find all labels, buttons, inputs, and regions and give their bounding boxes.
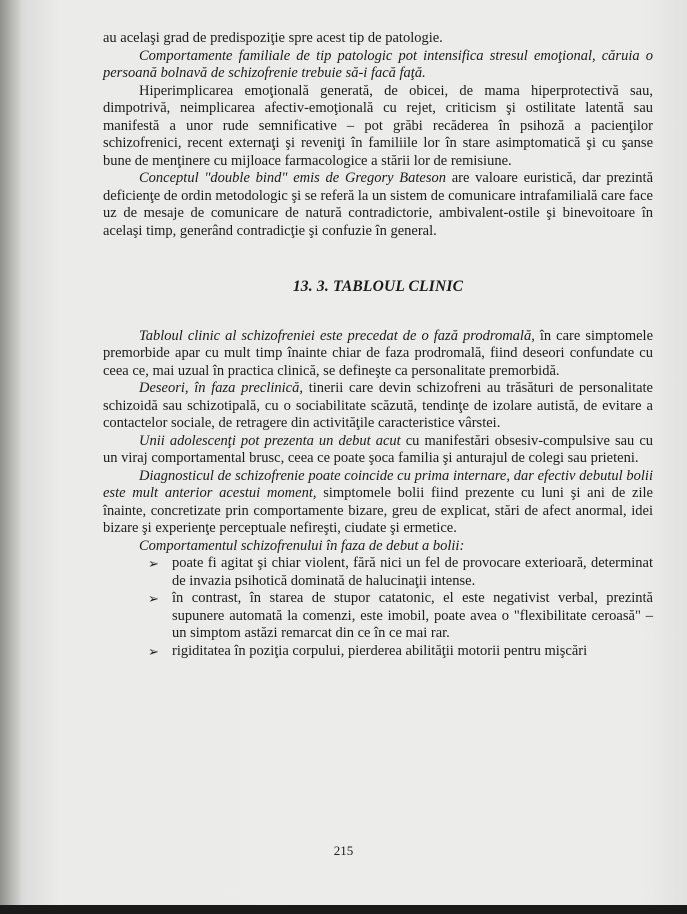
bullet-text: în contrast, în starea de stupor catatonic, el este negativist verbal, prezintă supunere automată la comenzi, este imobil, poate avea o "flexibilitate ceroasă" – un simptom astăzi remarcat din ce în ce mai rar.	[172, 590, 653, 641]
text: Hiperimplicarea emoţională generată, de obicei, de mama hiperprotectivă sau, dimpotrivă, neimplicarea afectiv-emoţională cu rejet, criticism şi ostilitate latentă sau manifestă a unor rude semnificative – pot grăbi recăderea în psihoză a pacienţilor schizofrenici, recent externaţi şi reveniţi în familiile lor în stare asimptomatică şi cu şanse bune de menţinere cu mijloace farmacologice a stării lor de remisiune.	[103, 82, 653, 169]
top-paragraphs	[103, 30, 653, 240]
page-content	[103, 30, 653, 660]
italic-text: Diagnosticul de schizofrenie poate coincide cu prima internare, dar efectiv debutul bolii este mult anterior acestui moment,	[103, 467, 653, 501]
text: în care simptomele premorbide apar cu mult timp înainte chiar de faza prodromală, fiind deseori confundate cu ceea ce, mai uzual în practica clinică, se defineşte ca personalitate premorbidă.	[103, 327, 654, 379]
paragraph	[103, 48, 653, 83]
paragraph	[103, 170, 653, 240]
arrow-bullet-icon: ➢	[148, 556, 159, 571]
italic-text: Unii adolescenţi pot prezenta un debut acut	[139, 432, 401, 449]
paragraph	[103, 538, 653, 556]
text: simptomele bolii fiind prezente cu luni şi ani de zile înainte, concretizate prin comportamente bizare, greu de explicat, stări de afect anormal, idei bizare şi experienţe perceptuale nefireşti, ciudate şi ermetice.	[103, 485, 653, 536]
text: cu manifestări obsesiv-compulsive sau cu un viraj comportamental brusc, ceea ce poate şoca familia şi anturajul de colegi sau prieteni.	[103, 432, 654, 466]
book-binding-shadow	[0, 0, 22, 914]
scan-edge	[0, 905, 687, 914]
arrow-bullet-icon: ➢	[148, 643, 159, 659]
text: are valoare euristică, dar prezintă deficienţe de ordin metodologic şi se referă la un sistem de comunicare intrafamilială care face uz de mesaje de comunicare de natură contradictorie, ambivalent-ostile şi binevoitoare în acelaşi timp, generând contradicţie şi confuzie în general.	[103, 170, 654, 239]
bullet-item	[103, 643, 653, 661]
bullet-text: rigiditatea în poziţia corpului, pierderea abilităţii motorii pentru mişcări	[172, 642, 588, 659]
section-paragraphs	[103, 328, 653, 556]
italic-text: Tabloul clinic al schizofreniei este precedat de o fază prodromală,	[139, 327, 535, 344]
paragraph	[103, 30, 653, 48]
bullet-item	[103, 555, 653, 590]
paragraph	[103, 328, 653, 381]
italic-text: Comportamentul schizofrenului în faza de debut a bolii:	[139, 537, 465, 554]
italic-text: Conceptul "double bind" emis de Gregory Bateson	[139, 170, 447, 186]
bullet-text: poate fi agitat şi chiar violent, fără nici un fel de provocare exterioară, determinat de invazia psihotică dominată de halucinaţii intense.	[172, 555, 653, 589]
italic-text: Deseori, în faza preclinică,	[139, 380, 303, 396]
page-number: 215	[333, 843, 354, 858]
section-heading: 13. 3. TABLOUL CLINIC	[292, 278, 464, 295]
text: au acelaşi grad de predispoziţie spre acest tip de patologie.	[103, 30, 443, 46]
paragraph	[103, 433, 653, 468]
text: tinerii care devin schizofreni au trăsături de personalitate schizoidă sau schizotipală, cu o sociabilitate scăzută, tendinţe de izolare autistă, de evitare a contactelor sociale, de retragere din activităţile caracteristice vârstei.	[103, 380, 653, 431]
paragraph	[103, 468, 653, 538]
bullet-list	[103, 555, 653, 660]
arrow-bullet-icon: ➢	[148, 591, 159, 606]
paragraph	[103, 380, 653, 433]
italic-text: Comportamente familiale de tip patologic pot intensifica stresul emoţional, căruia o persoană bolnavă de schizofrenie trebuie să-i facă faţă.	[103, 47, 653, 81]
bullet-item	[103, 590, 653, 643]
paragraph	[103, 83, 653, 171]
